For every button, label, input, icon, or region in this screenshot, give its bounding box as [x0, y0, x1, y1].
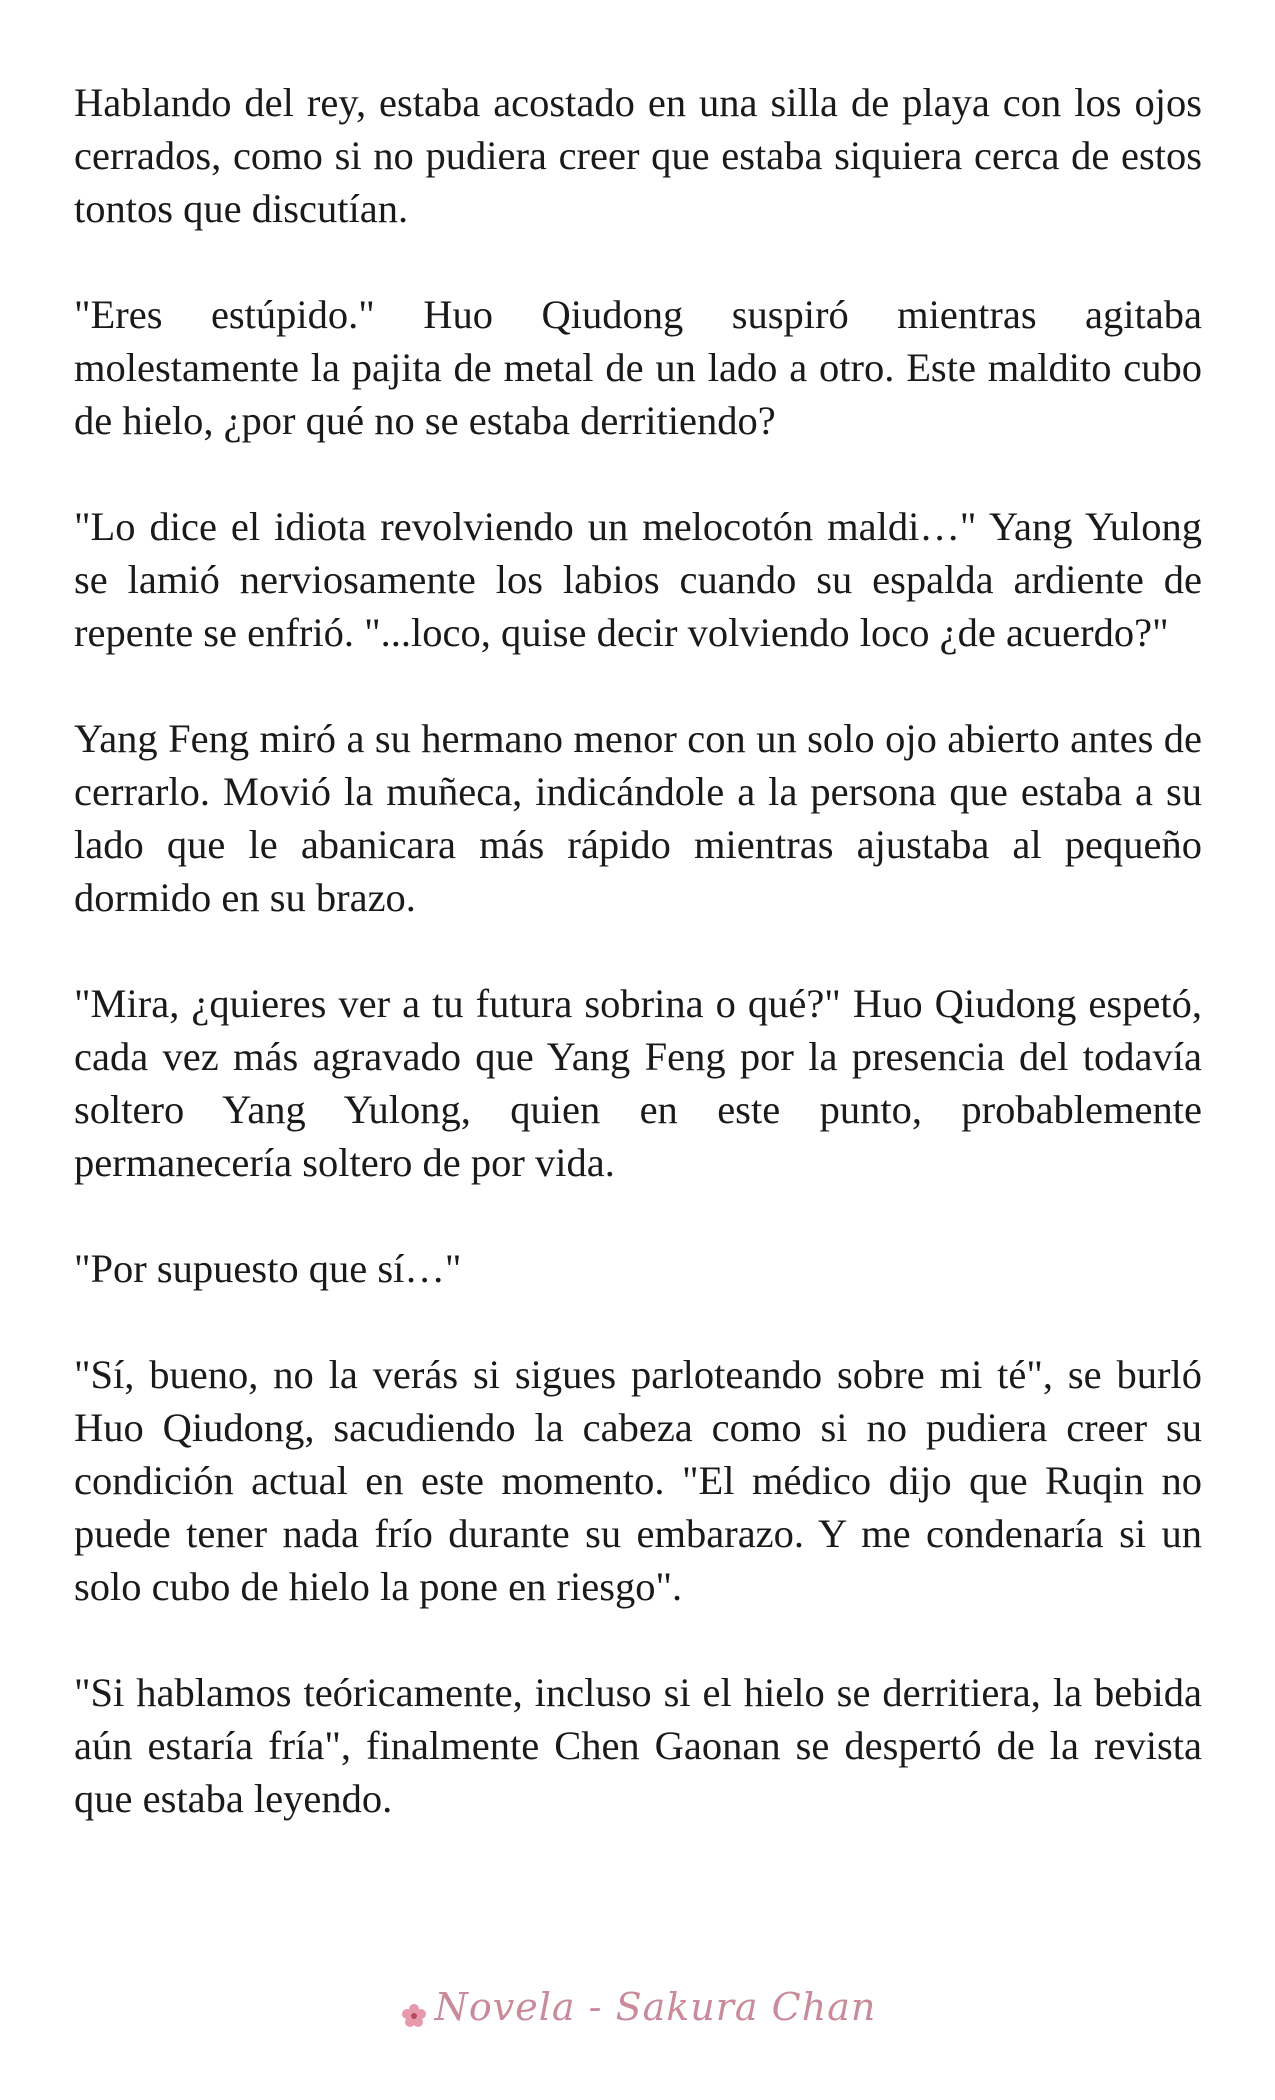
sakura-flower-icon	[399, 1996, 429, 2026]
paragraph-6: "Por supuesto que sí…"	[74, 1246, 462, 1291]
paragraph-1: Hablando del rey, estaba acostado en una silla de playa con los ojos cerrados, como si no pudiera creer que estaba siquiera cerca de estos tontos que discutían.	[74, 80, 1202, 231]
watermark	[0, 1985, 1275, 2029]
paragraph-2: "Eres estúpido." Huo Qiudong suspiró mientras agitaba molestamente la pajita de metal de un lado a otro. Este maldito cubo de hielo, ¿por qué no se estaba derritiendo?	[74, 292, 1202, 443]
paragraph-3: "Lo dice el idiota revolviendo un melocotón maldi…" Yang Yulong se lamió nerviosamente los labios cuando su espalda ardiente de repente se enfrió. "...loco, quise decir volviendo loco ¿de acuerdo?"	[74, 504, 1202, 655]
chapter-text	[74, 76, 1202, 1878]
paragraph-4: Yang Feng miró a su hermano menor con un solo ojo abierto antes de cerrarlo. Movió la muñeca, indicándole a la persona que estaba a su lado que le abanicara más rápido mientras ajustaba al pequeño dormido en su brazo.	[74, 716, 1202, 920]
paragraph-5: "Mira, ¿quieres ver a tu futura sobrina o qué?" Huo Qiudong espetó, cada vez más agravado que Yang Feng por la presencia del todavía soltero Yang Yulong, quien en este punto, probablemente permanecería soltero de por vida.	[74, 981, 1202, 1185]
watermark-text: Novela - Sakura Chan	[434, 1985, 877, 2029]
paragraph-8: "Si hablamos teóricamente, incluso si el hielo se derritiera, la bebida aún estaría fría", finalmente Chen Gaonan se despertó de la revista que estaba leyendo.	[74, 1670, 1202, 1821]
paragraph-7: "Sí, bueno, no la verás si sigues parloteando sobre mi té", se burló Huo Qiudong, sacudiendo la cabeza como si no pudiera creer su condición actual en este momento. "El médico dijo que Ruqin no puede tener nada frío durante su embarazo. Y me condenaría si un solo cubo de hielo la pone en riesgo".	[74, 1352, 1202, 1609]
